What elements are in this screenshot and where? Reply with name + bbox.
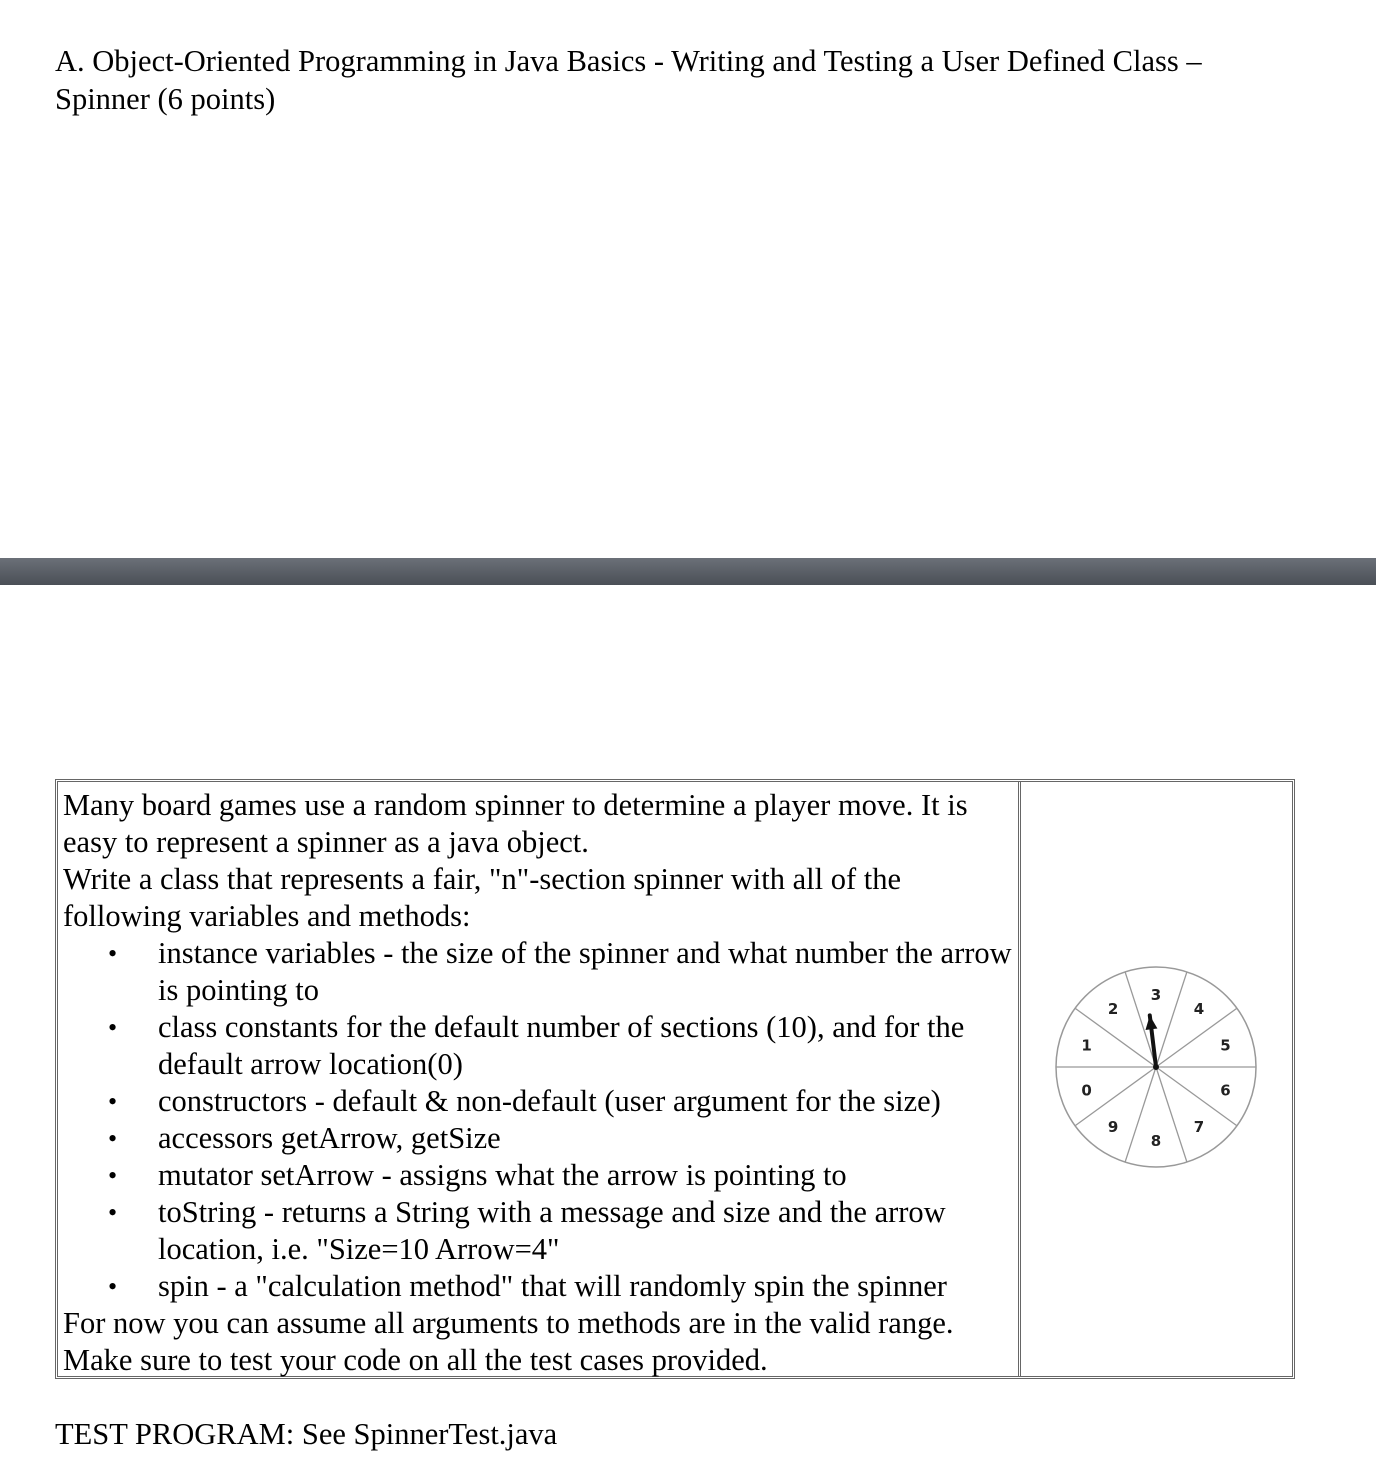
test-program-note: TEST PROGRAM: See SpinnerTest.java — [55, 1417, 558, 1451]
list-item: • spin - a "calculation method" that will randomly spin the spinner — [108, 1269, 947, 1303]
spec-text-cell — [58, 782, 1021, 1376]
intro-paragraph-2: Write a class that represents a fair, "n"-section spinner with all of the following variables and methods: — [63, 862, 902, 933]
spinner-label: 0 — [1081, 1081, 1092, 1100]
assignment-heading — [55, 42, 1335, 118]
spinner-label: 6 — [1220, 1081, 1231, 1100]
heading-line-1: A. Object-Oriented Programming in Java Basics - Writing and Testing a User Defined Class – — [55, 44, 1202, 78]
spinner-label: 8 — [1150, 1132, 1162, 1150]
bullet-icon: • — [108, 1124, 118, 1153]
spinner-image-cell — [1021, 782, 1292, 1376]
list-item: • class constants for the default number of sections (10), and for the default arrow location(0) — [108, 1010, 965, 1081]
list-item: • instance variables - the size of the spinner and what number the arrow is pointing to — [108, 936, 1012, 1007]
spinner-label: 7 — [1193, 1118, 1205, 1137]
bullet-icon: • — [108, 1272, 118, 1301]
list-item: • accessors getArrow, getSize — [108, 1121, 501, 1155]
spinner-hub — [1153, 1064, 1159, 1070]
spinner-label: 5 — [1220, 1036, 1231, 1055]
page-divider — [0, 558, 1376, 585]
bullet-icon: • — [108, 1161, 118, 1190]
outro-paragraph-2: Make sure to test your code on all the test cases provided. — [63, 1343, 768, 1377]
requirements-list — [63, 935, 1018, 1305]
outro-paragraph-1: For now you can assume all arguments to methods are in the valid range. — [63, 1306, 954, 1340]
spinner-label: 2 — [1107, 999, 1119, 1018]
bullet-icon: • — [108, 939, 118, 968]
list-item: • toString - returns a String with a message and size and the arrow location, i.e. "Size=10 Arrow=4" — [108, 1195, 946, 1266]
bullet-icon: • — [108, 1198, 118, 1227]
spinner-label: 4 — [1193, 999, 1205, 1018]
intro-paragraph-1: Many board games use a random spinner to determine a player move. It is easy to represent a spinner as a java object. — [63, 788, 968, 859]
spinner-icon — [1051, 962, 1261, 1172]
spinner-label: 9 — [1107, 1118, 1119, 1137]
spinner-label: 3 — [1150, 986, 1162, 1004]
list-item: • constructors - default & non-default (user argument for the size) — [108, 1084, 941, 1118]
heading-line-2: Spinner (6 points) — [55, 82, 276, 116]
bullet-icon: • — [108, 1087, 118, 1116]
list-item: • mutator setArrow - assigns what the arrow is pointing to — [108, 1158, 847, 1192]
spec-table — [55, 779, 1295, 1379]
spinner-label: 1 — [1081, 1036, 1092, 1055]
bullet-icon: • — [108, 1013, 118, 1042]
